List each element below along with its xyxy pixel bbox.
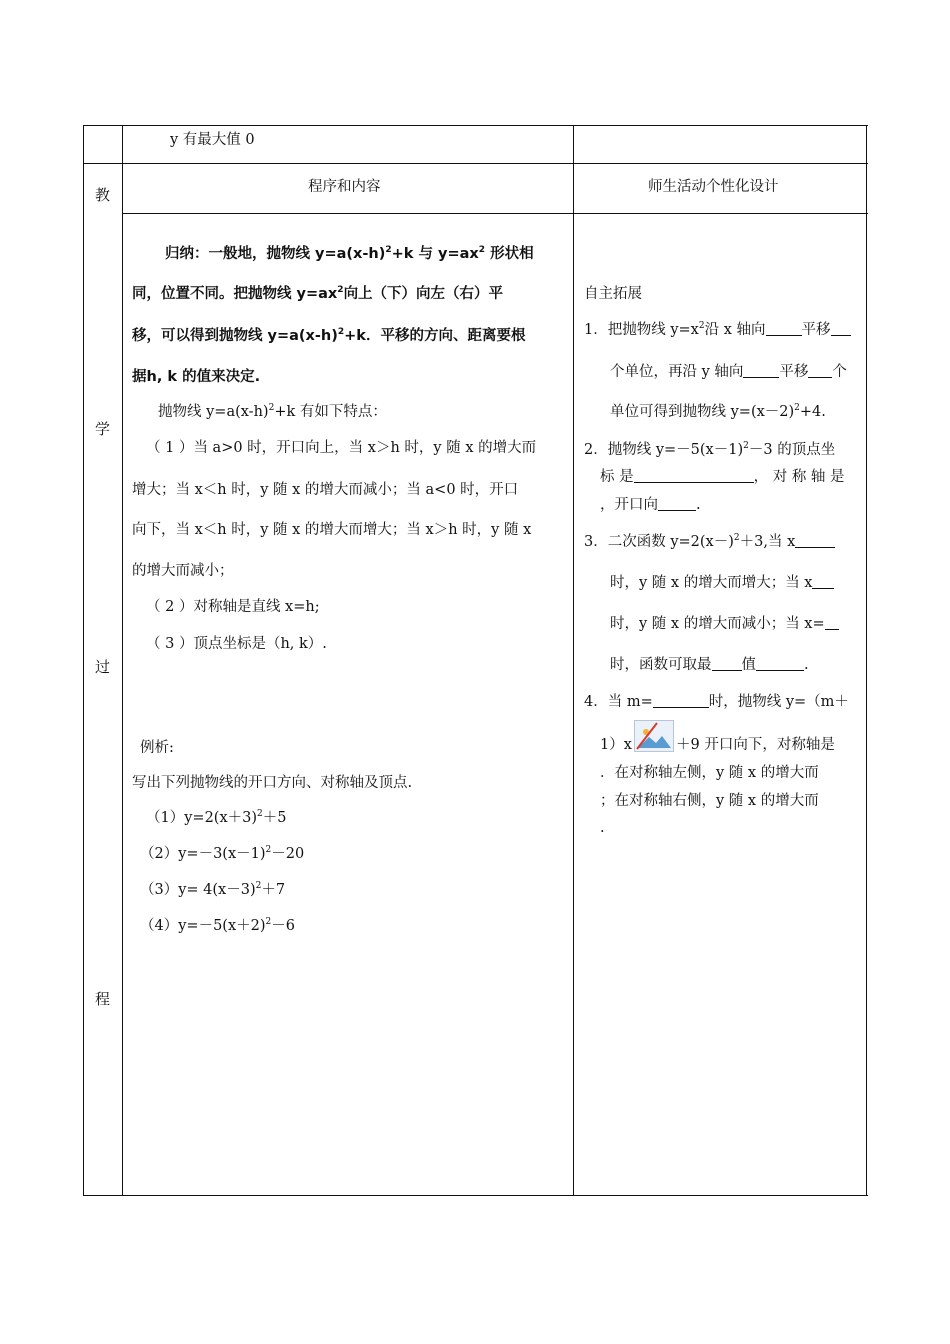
summary-line-1: 归纳：一般地，抛物线 $y=a(x-h)^2+k$ 与 $y=ax^2$ 形状相 — [165, 245, 534, 262]
question-4-line: . — [600, 820, 605, 836]
question-4-line: ；在对称轴右侧，y 随 x 的增大而 — [600, 793, 819, 809]
feature-1-line: 向下，当 x＜h 时，y 随 x 的增大而增大；当 x＞h 时，y 随 x — [132, 522, 532, 538]
header-divider — [123, 213, 868, 214]
table-bottom-border — [83, 1195, 868, 1196]
example-prompt: 写出下列抛物线的开口方向、对称轴及顶点. — [132, 775, 413, 791]
example-item: $(3)y= 4(x-3)^2+7$ — [140, 881, 286, 898]
summary-line-4: 据h, k 的值来决定. — [132, 369, 261, 385]
question-3-line: 时，y 随 x 的增大而增大；当 x — [610, 573, 834, 593]
question-4-line: ．在对称轴左侧，y 随 x 的增大而 — [600, 765, 819, 781]
activity-header: 师生活动个性化设计 — [648, 179, 779, 195]
question-4-line: ＋9 开口向下，对称轴是 — [676, 737, 835, 753]
question-2-line: 2．抛物线 $y=-5(x-1)^2-3$ 的顶点坐 — [584, 441, 836, 458]
summary-line-2: 同，位置不同。把抛物线 $y=ax^2$向上（下）向左（右）平 — [132, 285, 504, 302]
summary-line-3: 移，可以得到抛物线 $y=a(x-h)^2+k$．平移的方向、距离要根 — [132, 327, 526, 344]
features-intro: 抛物线 $y=a(x-h)^2+k$ 有如下特点： — [158, 403, 387, 420]
question-1-line: 单位可得到抛物线 $y=(x-2)^2+4$. — [610, 403, 826, 420]
feature-1-line: （ 1 ）当 a>0 时，开口向上，当 x＞h 时，y 随 x 的增大而 — [146, 440, 537, 456]
top-row-text: y 有最大值 0 — [170, 132, 255, 148]
table-top-border — [83, 125, 868, 126]
side-label-char: 过 — [95, 658, 111, 676]
feature-1-line: 的增大而减小； — [132, 563, 234, 579]
question-3-line: 时，y 随 x 的增大而减小；当 x= — [610, 614, 839, 634]
row-divider — [83, 163, 868, 164]
question-4-line: 4．当 m= 时，抛物线 y=（m＋ — [584, 694, 849, 710]
side-label-char: 教 — [95, 186, 111, 204]
feature-2: （ 2 ）对称轴是直线 x=h; — [146, 599, 320, 615]
question-4-line: 1）x — [600, 737, 632, 753]
table-right-border — [866, 125, 867, 1195]
question-2-line: ，开口向 . — [600, 497, 701, 513]
extension-title: 自主拓展 — [584, 286, 642, 302]
question-2-line: 标 是 ， 对 称 轴 是 — [600, 469, 845, 485]
example-item: $(1)y=2(x+3)^2+5$ — [146, 809, 287, 826]
table-left-border — [83, 125, 84, 1195]
side-label-char: 程 — [95, 990, 111, 1008]
question-3-line: 3．二次函数 $y=2(x-)^2+3$,当 x — [584, 532, 835, 552]
side-label-char: 学 — [95, 420, 111, 438]
feature-1-line: 增大；当 x＜h 时，y 随 x 的增大而减小；当 a<0 时，开口 — [132, 482, 519, 498]
feature-3: （ 3 ）顶点坐标是（h, k）. — [146, 636, 327, 652]
question-3-line: 时，函数可取最 值 . — [610, 657, 809, 673]
example-title: 例析: — [140, 740, 174, 756]
side-column-divider — [122, 125, 123, 1195]
example-item: $(2)y=-3(x-1)^2-20$ — [140, 845, 305, 862]
procedure-header: 程序和内容 — [308, 179, 381, 195]
middle-column-divider — [573, 125, 574, 1195]
example-item: $(4)y=-5(x+2)^2-6$ — [140, 917, 295, 934]
question-1-line: 1．把抛物线 $y=x^2$沿 x 轴向 平移 — [584, 320, 851, 340]
question-1-line: 个单位，再沿 y 轴向 平移 个 — [610, 364, 847, 380]
broken-image-icon — [634, 720, 674, 752]
